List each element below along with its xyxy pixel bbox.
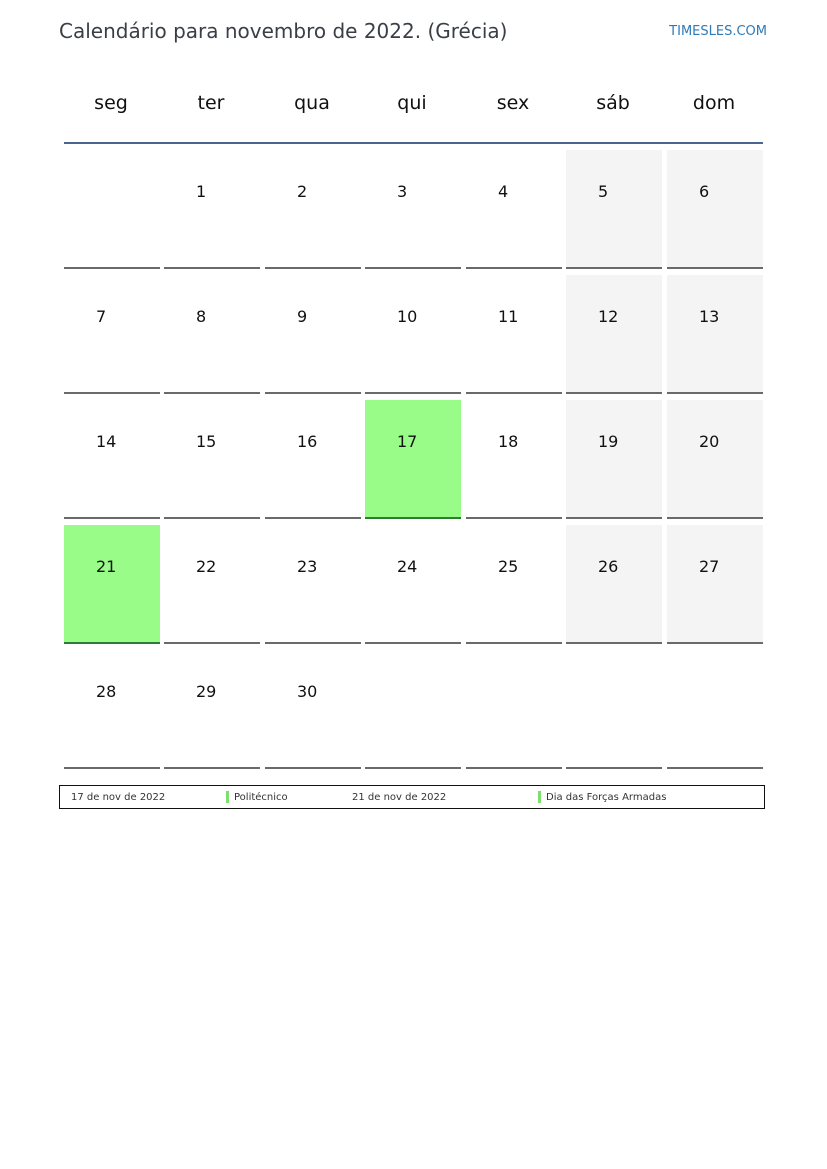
day-cell xyxy=(164,400,260,519)
legend-holiday-name: Dia das Forças Armadas xyxy=(546,792,667,803)
day-number: 4 xyxy=(498,182,509,201)
weekday-label: qua xyxy=(294,92,330,114)
day-number: 20 xyxy=(699,432,720,451)
day-number: 23 xyxy=(297,557,318,576)
day-cell xyxy=(667,525,763,644)
day-cell xyxy=(64,650,160,769)
day-cell xyxy=(64,400,160,519)
weekday-label: seg xyxy=(94,92,128,114)
day-number: 18 xyxy=(498,432,519,451)
day-cell xyxy=(164,275,260,394)
day-number: 15 xyxy=(196,432,217,451)
day-number: 12 xyxy=(598,307,619,326)
day-cell xyxy=(466,525,562,644)
day-number: 29 xyxy=(196,682,217,701)
day-cell xyxy=(667,275,763,394)
day-cell xyxy=(365,150,461,269)
day-number: 5 xyxy=(598,182,609,201)
day-cell xyxy=(466,150,562,269)
day-cell xyxy=(265,400,361,519)
legend-holiday-name: Politécnico xyxy=(234,792,288,803)
day-number: 28 xyxy=(96,682,117,701)
day-cell xyxy=(667,400,763,519)
day-number: 6 xyxy=(699,182,710,201)
day-number: 21 xyxy=(96,557,117,576)
day-number: 26 xyxy=(598,557,619,576)
day-number: 7 xyxy=(96,307,107,326)
day-cell xyxy=(365,400,461,519)
day-number: 25 xyxy=(498,557,519,576)
day-cell xyxy=(64,275,160,394)
day-cell xyxy=(466,400,562,519)
day-cell xyxy=(265,525,361,644)
day-cell xyxy=(566,650,662,769)
legend-color-marker xyxy=(538,791,541,803)
day-number: 3 xyxy=(397,182,408,201)
day-number: 11 xyxy=(498,307,519,326)
brand-link[interactable]: TIMESLES.COM xyxy=(669,24,767,39)
day-number: 24 xyxy=(397,557,418,576)
day-number: 2 xyxy=(297,182,308,201)
day-cell xyxy=(566,150,662,269)
weekday-label: qui xyxy=(397,92,427,114)
day-number: 17 xyxy=(397,432,418,451)
legend-date: 21 de nov de 2022 xyxy=(352,792,447,803)
day-number: 16 xyxy=(297,432,318,451)
day-number: 22 xyxy=(196,557,217,576)
day-cell xyxy=(265,275,361,394)
day-cell xyxy=(566,275,662,394)
day-cell xyxy=(466,275,562,394)
day-cell xyxy=(667,650,763,769)
day-cell xyxy=(265,650,361,769)
day-number: 8 xyxy=(196,307,207,326)
day-number: 19 xyxy=(598,432,619,451)
day-cell xyxy=(164,150,260,269)
day-cell xyxy=(64,525,160,644)
weekday-label: dom xyxy=(692,92,736,114)
day-cell xyxy=(365,525,461,644)
day-cell xyxy=(365,650,461,769)
day-cell xyxy=(365,275,461,394)
day-cell xyxy=(265,150,361,269)
weekday-label: ter xyxy=(197,92,225,114)
holiday-legend xyxy=(59,785,765,809)
page-title: Calendário para novembro de 2022. (Grécia) xyxy=(59,19,508,43)
day-number: 13 xyxy=(699,307,720,326)
legend-date: 17 de nov de 2022 xyxy=(71,792,166,803)
day-number: 10 xyxy=(397,307,418,326)
weekday-label: sex xyxy=(496,92,530,114)
day-number: 27 xyxy=(699,557,720,576)
day-number: 14 xyxy=(96,432,117,451)
day-cell xyxy=(466,650,562,769)
weekday-label: sáb xyxy=(596,92,630,114)
legend-color-marker xyxy=(226,791,229,803)
day-number: 30 xyxy=(297,682,318,701)
day-cell xyxy=(566,525,662,644)
day-number: 1 xyxy=(196,182,207,201)
day-number: 9 xyxy=(297,307,308,326)
day-cell xyxy=(667,150,763,269)
day-cell xyxy=(164,650,260,769)
day-cell xyxy=(566,400,662,519)
day-cell xyxy=(64,150,160,269)
day-cell xyxy=(164,525,260,644)
